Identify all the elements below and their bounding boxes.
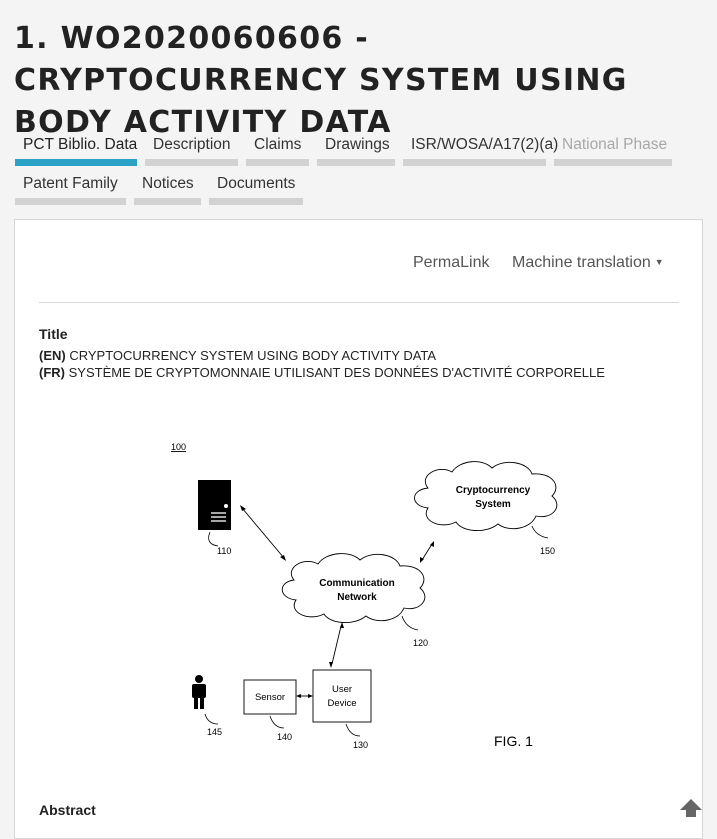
- server-icon: [198, 480, 231, 530]
- page-title: 1. WO2020060606 - CRYPTOCURRENCY SYSTEM USING BODY ACTIVITY DATA: [14, 21, 628, 140]
- device-label-line2: Device: [327, 698, 357, 709]
- sensor-label: Sensor: [254, 692, 286, 703]
- tab-description[interactable]: Description: [145, 128, 238, 166]
- lang-tag-fr: (FR): [39, 365, 65, 380]
- tab-documents[interactable]: Documents: [209, 167, 303, 205]
- biblio-panel: [14, 219, 703, 839]
- figure-caption: FIG. 1: [494, 733, 533, 749]
- tab-isr-wosa[interactable]: ISR/WOSA/A17(2)(a): [403, 128, 546, 166]
- permalink-link[interactable]: PermaLink: [413, 254, 490, 271]
- tab-pct-biblio-data[interactable]: PCT Biblio. Data: [15, 128, 137, 166]
- person-ref: 145: [207, 727, 223, 737]
- device-ref: 130: [353, 740, 369, 750]
- machine-translation-label: Machine translation: [512, 254, 651, 271]
- person-icon: [192, 675, 206, 709]
- title-fr-text: SYSTÈME DE CRYPTOMONNAIE UTILISANT DES DONNÉES D'ACTIVITÉ CORPORELLE: [68, 365, 605, 380]
- network-label-line2: Network: [337, 592, 377, 603]
- tab-patent-family[interactable]: Patent Family: [15, 167, 126, 205]
- divider: [39, 302, 679, 303]
- crypto-label-line2: System: [475, 499, 511, 510]
- server-ref: 110: [217, 546, 232, 556]
- tab-notices[interactable]: Notices: [134, 167, 201, 205]
- link-network-device: [332, 626, 341, 664]
- crypto-label-line1: Cryptocurrency: [455, 485, 531, 496]
- sensor-ref: 140: [277, 732, 293, 742]
- figure-ref-main: 100: [171, 442, 187, 452]
- machine-translation-dropdown[interactable]: [512, 254, 664, 272]
- user-device-box: [313, 670, 371, 722]
- tab-national-phase: National Phase: [554, 128, 672, 166]
- title-en: [39, 348, 436, 363]
- network-label-line1: Communication: [319, 578, 395, 589]
- title-fr: [39, 365, 605, 380]
- link-server-network: [242, 508, 284, 558]
- caret-down-icon: ▼: [654, 257, 664, 267]
- scroll-to-top-icon[interactable]: [678, 797, 704, 817]
- network-ref: 120: [413, 638, 429, 648]
- device-label-line1: User: [331, 684, 353, 695]
- title-heading: Title: [39, 326, 68, 342]
- patent-figure[interactable]: [160, 436, 590, 756]
- crypto-ref: 150: [540, 546, 556, 556]
- title-en-text: CRYPTOCURRENCY SYSTEM USING BODY ACTIVITY DATA: [69, 348, 437, 363]
- abstract-heading: Abstract: [39, 802, 96, 818]
- tab-drawings[interactable]: Drawings: [317, 128, 395, 166]
- cryptocurrency-cloud: [415, 462, 557, 531]
- lang-tag-en: (EN): [39, 348, 66, 363]
- link-network-crypto: [422, 544, 432, 560]
- tab-claims[interactable]: Claims: [246, 128, 309, 166]
